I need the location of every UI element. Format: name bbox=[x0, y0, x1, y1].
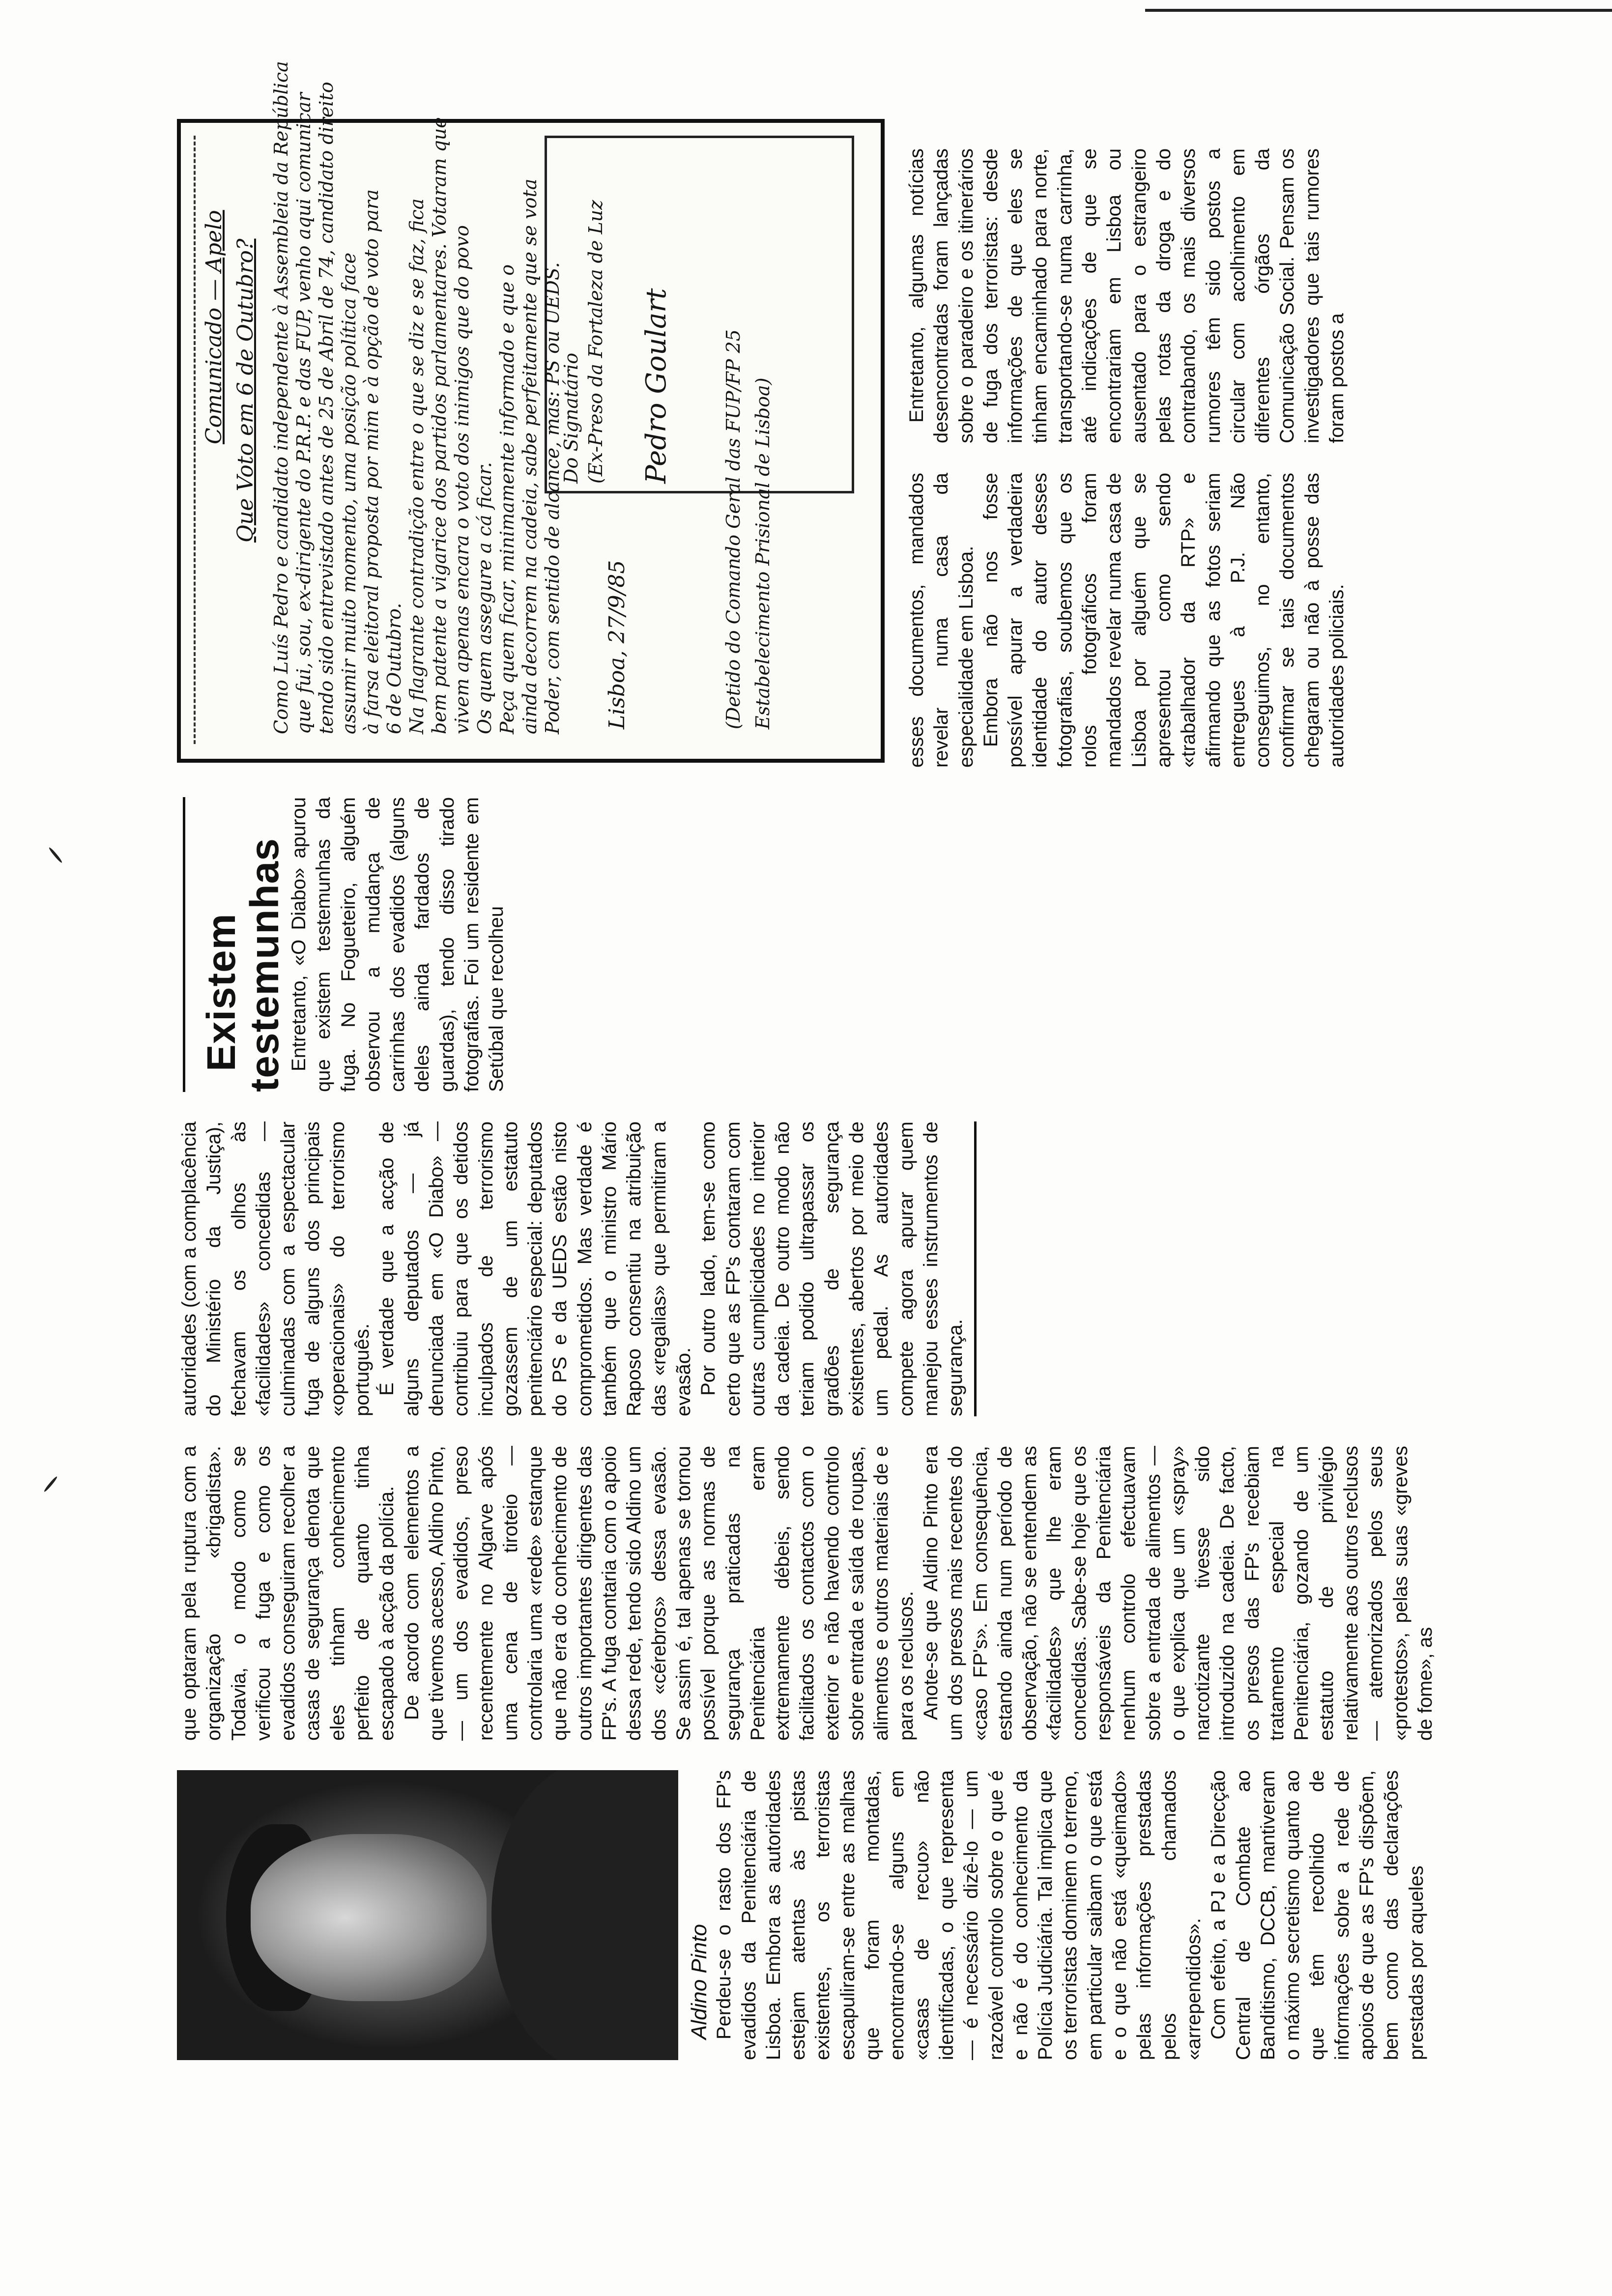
newspaper-clipping bbox=[177, 61, 1445, 2060]
paragraph: Perdeu-se o rasto dos FP's evadidos da Penitenciária de Lisboa. Embora as autoridades estejam atentas às pistas existentes, os terroristas escapuliram-se entre as malhas que foram montadas, encontrando-se alguns em «casas de recuo» não identificadas, o que representa — é necessário dizê-lo — um razoável controlo sobre o que é e não é do conhecimento da Polícia Judiciária. Tal implica que os terroristas dominem o terreno, em particular saibam o que está e o que não está «queimado» pelas informações prestadas pelos chamados «arrependidos». bbox=[713, 1770, 1205, 2060]
handwritten-communique bbox=[177, 61, 885, 763]
paragraph: Por outro lado, tem-se como certo que as FP's contaram com outras cumplicidades no interior da cadeia. De outro modo não teriam podido ultrapassar os gradões de segurança existentes, abertos por meio de um pedal. As autoridades compete agora apurar quem manejou esses instrumentos de segurança. bbox=[697, 1121, 967, 1416]
paragraph: Entretanto, «O Diabo» apurou que existem testemunhas da fuga. No Fogueteiro, alguém observou a mudança de carrinhas dos evadidos (alguns deles ainda fardados de guardas), tendo disso tirado fotografias. Foi um residente em Setúbal que recolheu bbox=[288, 797, 508, 1092]
paragraph: autoridades (com a complacência do Ministério da Justiça), fechavam os olhos às «facilidades» concedidas — culminadas com a espectacular fuga de alguns dos principais «operacionais» do terrorismo português. bbox=[178, 1121, 374, 1416]
note-line: bem patente a vigarice dos partidos parlamentares. Votaram que bbox=[429, 117, 450, 734]
note-line: Peça quem ficar, minimamente informado e que o bbox=[496, 264, 518, 734]
paragraph: É verdade que a acção de alguns deputados — já denunciada em «O Diabo» — contribuiu para que os detidos inculpados de terrorismo gozassem de um estatuto penitenciário especial: deputados do PS e da UEDS estão nisto comprometidos. Mas verdade é também que o ministro Mário Raposo consentiu na atribuição das «regalias» que permitiram a evasão. bbox=[376, 1121, 694, 1416]
column-1 bbox=[177, 1770, 1435, 2060]
note-line: Poder, com sentido de alcance, mas: PS ou UEDS. bbox=[542, 262, 563, 734]
paragraph: Embora não nos fosse possível apurar a verdadeira identidade do autor desses fotografias, soubemos que os rolos fotográficos foram mandados revelar numa casa de Lisboa por alguém que se apresentou como sendo «trabalhador da RTP» e afirmando que as fotos seriam entregues à P.J. Não conseguimos, no entanto, confirmar se tais documentos chegaram ou não à posse das autoridades policiais. bbox=[979, 473, 1348, 768]
note-subtitle: Que Voto em 6 de Outubro? bbox=[233, 238, 258, 543]
paragraph: esses documentos, mandados revelar numa casa da especialidade em Lisboa. bbox=[906, 473, 977, 768]
portrait-photo bbox=[177, 1770, 678, 2060]
column-2 bbox=[177, 1446, 1435, 1741]
column-rule bbox=[974, 1121, 977, 1416]
column-rule bbox=[183, 797, 185, 1092]
column-3 bbox=[177, 1121, 1435, 1416]
column-6 bbox=[904, 148, 1435, 443]
note-line: vivem apenas encara o voto dos inimigos que do povo bbox=[451, 225, 473, 734]
note-side-line: Estabelecimento Prisional de Lisboa) bbox=[752, 377, 774, 729]
paragraph: Anote-se que Aldino Pinto era um dos presos mais recentes do «caso FP's». Em consequência, estando ainda num período de observação, não se entendem as «facilidades» que lhe eram concedidas. Sabe-se hoje que os responsáveis da Penitenciária nenhum controlo efectuavam sobre a entrada de alimentos — o que explica que um «spray» narcotizante tivesse sido introduzido na cadeia. De facto, os presos das FP's recebiam tratamento especial na Penitenciária, gozando de um estatuto de privilégio relativamente aos outros reclusos — atemorizados pelos seus «protestos», pelas suas «greves de fome», as bbox=[920, 1446, 1436, 1741]
note-line: 6 de Outubro. bbox=[383, 603, 405, 734]
column-5 bbox=[904, 473, 1435, 768]
note-title: Comunicado — Apelo bbox=[202, 210, 227, 444]
note-signature: Pedro Goulart bbox=[640, 288, 672, 484]
paragraph: Entretanto, algumas notícias desencontradas foram lançadas sobre o paradeiro e os itinerários de fuga dos terroristas: desde informações de que eles se tinham encaminhado para norte, transportando-se numa carrinha, até indicações de que se encontrariam em Lisboa ou ausentado para o estrangeiro pelas rotas da droga e do contrabando, os mais diversos rumores têm sido postos a circular com acolhimento em diferentes órgãos da Comunicação Social. Pensam os investigadores que tais rumores foram postos a bbox=[906, 148, 1348, 443]
note-line: à farsa eleitoral proposta por mim e à opção de voto para bbox=[361, 189, 382, 734]
paragraph: De acordo com elementos a que tivemos acesso, Aldino Pinto, — um dos evadidos, preso recentemente no Algarve após uma cena de tiroteio — controlaria uma «rede» estanque que não era do conhecimento de outros importantes dirigentes das FP's. A fuga contaria com o apoio dessa rede, tendo sido Aldino um dos «cérebros» dessa evasão. Se assim é, tal apenas se tornou possível porque as normas de segurança praticadas na Penitenciária eram extremamente débeis, sendo facilitados os contactos com o exterior e não havendo controlo sobre entrada e saída de roupas, alimentos e outros materiais de e para os reclusos. bbox=[401, 1446, 917, 1741]
photo-caption: Aldino Pinto bbox=[687, 1924, 711, 2039]
note-side-line: (Detido do Comando Geral das FUP/FP 25 bbox=[722, 329, 744, 729]
note-side-line: Do Signatário bbox=[560, 352, 582, 484]
note-place-date: Lisboa, 27/9/85 bbox=[604, 560, 630, 729]
note-line: tendo sido entrevistado antes de 25 de Abril de 74, candidato direito bbox=[316, 82, 337, 734]
note-line: ainda decorrem na cadeia, sabe perfeitamente que se vota bbox=[519, 178, 541, 734]
paragraph: que optaram pela ruptura com a organização «brigadista». Todavia, o modo como se verificou a fuga e como os evadidos conseguiram recolher a casas de segurança denota que eles tinham conhecimento perfeito de quanto tinha escapado à acção da polícia. bbox=[178, 1446, 398, 1741]
note-line: Na flagrante contradição entre o que se diz e se faz, fica bbox=[406, 198, 428, 734]
column-4 bbox=[177, 797, 1435, 1092]
note-line: Como Luís Pedro e candidato independente à Assembleia da República bbox=[270, 61, 292, 734]
note-side-line: (Ex-Preso da Fortaleza de Luz bbox=[585, 200, 606, 484]
note-line: assumir muito momento, uma posição política face bbox=[338, 252, 360, 734]
paragraph: Com efeito, a PJ e a Direcção Central de Combate ao Banditismo, DCCB, mantiveram o máximo secretismo quanto ao que têm recolhido de informações sobre a rede de apoios de que as FP's dispõem, bem como das declarações prestadas por aqueles bbox=[1208, 1770, 1427, 2060]
note-line: Os quem assegure a cá ficar. bbox=[474, 462, 495, 734]
section-heading: Existem testemunhas bbox=[199, 838, 287, 1092]
note-line: que fui, sou, ex-dirigente do P.R.P. e das FUP, venho aqui comunicar bbox=[293, 92, 315, 734]
